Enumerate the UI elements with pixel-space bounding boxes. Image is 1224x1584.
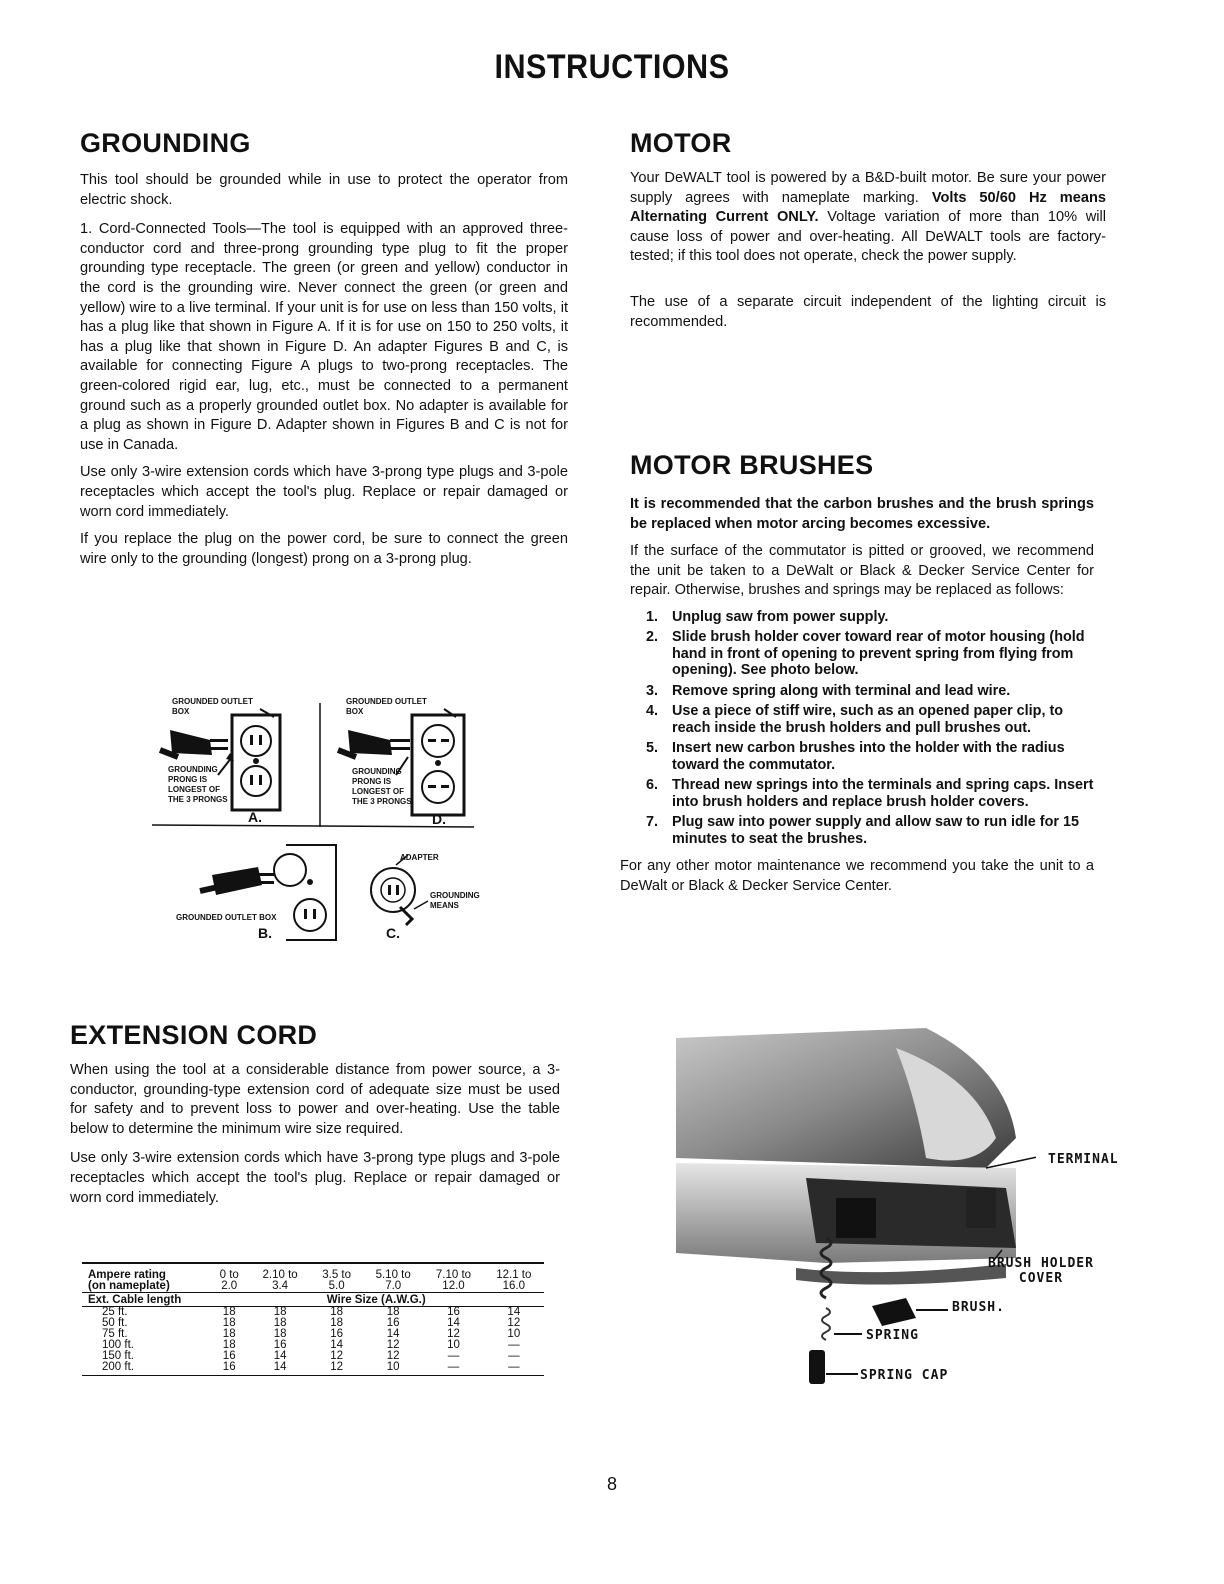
brushes-service-note: For any other motor maintenance we recommend you take the unit to a DeWalt or Black & Decker Service Center.	[620, 858, 1094, 895]
wire-size-cell: —	[508, 1339, 520, 1351]
grounding-section	[80, 128, 568, 569]
table-row	[82, 1318, 544, 1329]
table-row	[82, 1329, 544, 1340]
figure-b-letter: B.	[258, 925, 272, 941]
outlet-box-label-a: GROUNDED OUTLET BOX	[172, 697, 253, 716]
wire-size-cell: 18	[222, 1317, 236, 1329]
cable-length-cell: 150 ft.	[102, 1350, 134, 1362]
wire-size-cell: 18	[273, 1328, 287, 1340]
wire-size-cell: 14	[386, 1328, 400, 1340]
motor-brushes-section	[620, 450, 1094, 897]
brush-holder-photo	[676, 1028, 1036, 1388]
cable-length-cell: 50 ft.	[102, 1317, 128, 1329]
wire-size-cell: 14	[273, 1350, 287, 1362]
wire-size-cell: 12	[386, 1339, 400, 1351]
wire-size-cell: 18	[273, 1317, 287, 1329]
step-item	[630, 740, 1094, 773]
cable-length-label: Ext. Cable length	[88, 1294, 182, 1306]
wire-size-cell: —	[508, 1350, 520, 1362]
step-item	[630, 814, 1094, 847]
wire-size-cell: 16	[273, 1339, 287, 1351]
prong-note-a: GROUNDING PRONG IS LONGEST OF THE 3 PRONGS	[168, 765, 228, 804]
wire-size-cell: —	[508, 1361, 520, 1373]
cable-length-cell: 100 ft.	[102, 1339, 134, 1351]
step-number: 7.	[646, 814, 659, 831]
wire-size-cell: 12	[386, 1350, 400, 1362]
extension-cord-intro: When using the tool at a considerable distance from power source, a 3-conductor, grounding-type extension cord of adequate size must be used for safety and to prevent loss to power and over-heating. Use the table below to determine the minimum wire size required.	[70, 1062, 560, 1137]
step-item	[630, 609, 1094, 626]
prong-note-d: GROUNDING PRONG IS LONGEST OF THE 3 PRONGS	[352, 767, 412, 806]
adapter-c	[371, 855, 428, 925]
motor-heading: MOTOR	[630, 128, 732, 158]
motor-power-text: Your DeWALT tool is powered by a B&D-built motor. Be sure your power supply agrees with nameplate marking. Volts 50/60 Hz means Alternating Current ONLY. Voltage variation of more than 10% will cause loss of power and over-heating. All DeWALT tools are factory-tested; if this tool does not operate, check the power supply.	[630, 170, 1107, 265]
receptacle-a	[232, 715, 280, 810]
grounding-extension-note: Use only 3-wire extension cords which have 3-prong type plugs and 3-pole receptacles which accept the tool's plug. Replace or repair damaged or worn cord immediately.	[80, 464, 568, 520]
wire-size-table-wrap	[82, 1262, 544, 1376]
wire-size-cell: 12	[447, 1328, 460, 1340]
wire-size-label: Wire Size (A.W.G.)	[326, 1294, 426, 1306]
figure-c-letter: C.	[386, 925, 400, 941]
motor-circuit-note: The use of a separate circuit independent of the lighting circuit is recommended.	[630, 293, 1106, 330]
step-text: Insert new carbon brushes into the holder with the radius toward the commutator.	[672, 740, 1065, 773]
step-text: Use a piece of stiff wire, such as an opened paper clip, to reach inside the brush holders and pull brushes out.	[672, 703, 1064, 736]
step-number: 2.	[646, 629, 659, 646]
wire-size-cell: 18	[222, 1339, 236, 1351]
extension-cord-heading: EXTENSION CORD	[70, 1020, 318, 1050]
grounding-cord-connected: 1. Cord-Connected Tools—The tool is equipped with an approved three-conductor cord and three-prong grounding type plug to fit the proper grounding type receptacle. The green (or green and yellow) conductor in the cord is the grounding wire. Never connect the green (or green and yellow) wire to a live terminal. If your unit is for use on less than 150 volts, it has a plug like that shown in Figure A. If it is for use on 150 to 250 volts, it has a plug like that shown in Figure D. An adapter Figures B and C, is available for connecting Figure A plugs to two-prong receptacles. The green-colored rigid ear, lug, etc., must be connected to a permanent ground such as a properly grounded outlet box. No adapter is available for a plug as shown in Figure D. Adapter shown in Figures B and C is not for use in Canada.	[80, 221, 568, 453]
figure-d-letter: D.	[432, 811, 446, 827]
grounding-means-label: GROUNDING MEANS	[430, 891, 480, 910]
step-item	[630, 683, 1094, 700]
rating-label: Ampere rating (on nameplate)	[88, 1269, 170, 1292]
cable-length-cell: 75 ft.	[102, 1328, 128, 1340]
plug-b	[200, 867, 274, 895]
outlet-box-label-d: GROUNDED OUTLET BOX	[346, 697, 427, 716]
brush-label: BRUSH.	[952, 1300, 1005, 1315]
motor-photo-svg	[676, 1028, 1036, 1388]
table-row	[82, 1340, 544, 1351]
grounding-figures	[150, 695, 480, 945]
range-cell: 7.10 to 12.0	[435, 1269, 472, 1292]
brush-holder-cover-label: BRUSH HOLDER COVER	[988, 1256, 1094, 1286]
extension-cord-section	[70, 1020, 560, 1208]
figure-a-letter: A.	[248, 809, 262, 825]
cable-length-cell: 25 ft.	[102, 1306, 128, 1318]
wire-size-table	[82, 1270, 544, 1373]
step-number: 4.	[646, 703, 659, 720]
extension-cord-note: Use only 3-wire extension cords which have 3-prong type plugs and 3-pole receptacles which accept the tool's plug. Replace or repair damaged or worn cord immediately.	[70, 1150, 560, 1206]
step-number: 3.	[646, 682, 659, 699]
wire-size-cell: 12	[330, 1361, 344, 1373]
terminal-label: TERMINAL	[1048, 1152, 1119, 1167]
spring-label: SPRING	[866, 1328, 919, 1343]
grounding-replace-plug: If you replace the plug on the power cord, be sure to connect the green wire only to the grounding (longest) prong on a 3-prong plug.	[80, 531, 568, 567]
wire-size-cell: 14	[273, 1361, 287, 1373]
wire-size-cell: 14	[330, 1339, 344, 1351]
wire-size-cell: 14	[447, 1317, 460, 1329]
step-text: Unplug saw from power supply.	[672, 608, 889, 625]
page-title: INSTRUCTIONS	[494, 48, 730, 86]
wire-size-cell: 12	[330, 1350, 344, 1362]
table-header-row	[82, 1270, 544, 1293]
wire-size-cell: 10	[386, 1361, 400, 1373]
page-number: 8	[606, 1474, 617, 1494]
step-text: Remove spring along with terminal and lead wire.	[672, 682, 1011, 699]
wire-size-cell: —	[447, 1350, 460, 1362]
range-cell: 2.10 to 3.4	[262, 1269, 298, 1292]
step-item	[630, 703, 1094, 736]
table-body	[82, 1307, 544, 1374]
range-cell: 0 to 2.0	[219, 1269, 239, 1292]
brushes-intro: It is recommended that the carbon brushes and the brush springs be replaced when motor arcing becomes excessive.	[630, 496, 1094, 532]
wire-size-cell: 16	[447, 1306, 460, 1318]
step-text: Plug saw into power supply and allow saw to run idle for 15 minutes to seat the brushes.	[672, 814, 1079, 847]
wire-size-cell: 18	[330, 1306, 344, 1318]
outlet-box-label-b: GROUNDED OUTLET BOX	[176, 913, 277, 922]
table-row	[82, 1362, 544, 1373]
step-number: 1.	[646, 608, 659, 625]
range-cell: 5.10 to 7.0	[375, 1269, 411, 1292]
brushes-commutator-note: If the surface of the commutator is pitted or grooved, we recommend the unit be taken to a DeWalt or Black & Decker Service Center for repair. Otherwise, brushes and springs may be replaced as follows:	[630, 543, 1094, 599]
spring-cap-label: SPRING CAP	[860, 1368, 949, 1383]
step-number: 6.	[646, 777, 659, 794]
wire-size-cell: 14	[507, 1306, 521, 1318]
receptacle-b	[274, 845, 336, 940]
cable-length-cell: 200 ft.	[102, 1361, 134, 1373]
step-item	[630, 777, 1094, 810]
motor-section	[630, 128, 1106, 332]
wire-size-cell: 16	[330, 1328, 344, 1340]
step-text: Thread new springs into the terminals and spring caps. Insert into brush holders and replace brush holder covers.	[672, 777, 1094, 810]
step-item	[630, 629, 1094, 679]
range-cell: 3.5 to 5.0	[322, 1269, 352, 1292]
wire-size-cell: —	[447, 1361, 460, 1373]
table-row	[82, 1307, 544, 1319]
adapter-label: ADAPTER	[400, 853, 439, 862]
wire-size-cell: 16	[222, 1361, 236, 1373]
wire-size-cell: 10	[447, 1339, 460, 1351]
wire-size-cell: 16	[386, 1317, 400, 1329]
grounding-intro: This tool should be grounded while in use to protect the operator from electric shock.	[80, 172, 568, 208]
motor-brushes-heading: MOTOR BRUSHES	[630, 450, 874, 480]
brush-replacement-steps	[630, 609, 1094, 848]
table-row	[82, 1351, 544, 1362]
wire-size-cell: 12	[507, 1317, 521, 1329]
wire-size-cell: 18	[222, 1328, 236, 1340]
step-number: 5.	[646, 740, 659, 757]
range-cell: 12.1 to 16.0	[496, 1269, 532, 1292]
grounding-heading: GROUNDING	[80, 128, 251, 158]
wire-size-cell: 18	[222, 1306, 236, 1318]
wire-size-cell: 16	[222, 1350, 236, 1362]
table-subheader-row	[82, 1293, 544, 1307]
receptacle-d	[412, 715, 464, 815]
motor-volts-warning: Volts 50/60 Hz means Alternating Current ONLY.	[630, 189, 1107, 226]
wire-size-cell: 18	[273, 1306, 287, 1318]
wire-size-cell: 18	[386, 1306, 400, 1318]
step-text: Slide brush holder cover toward rear of motor housing (hold hand in front of opening to prevent spring from flying from opening). See photo below.	[672, 629, 1085, 679]
wire-size-cell: 18	[330, 1317, 344, 1329]
wire-size-cell: 10	[507, 1328, 521, 1340]
